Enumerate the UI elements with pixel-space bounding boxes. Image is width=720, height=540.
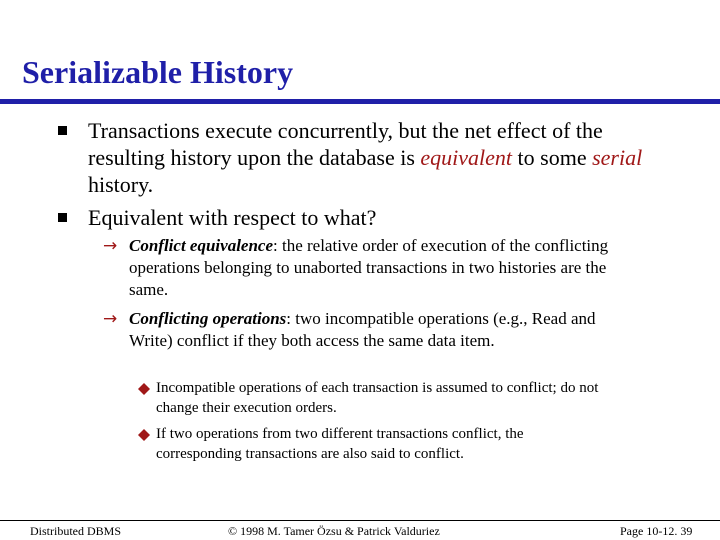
- footer-divider: [0, 520, 720, 521]
- sub-bullet-text-2: [129, 308, 629, 352]
- footer-page-number: Page 10-12. 39: [620, 524, 693, 538]
- bullet-text-2: Equivalent with respect to what?: [88, 205, 377, 230]
- square-bullet-icon: [58, 213, 67, 222]
- bullet-text-part: Transactions execute concurrently, but the net effect of the resulting history upon the database is: [88, 118, 603, 170]
- emphasis-serial: serial: [592, 145, 643, 170]
- sub-bullet-body: : two incompatible operations (e.g., Read and Write) conflict if they both access the same data item.: [129, 309, 596, 350]
- sub-sub-bullet-text-1: Incompatible operations of each transaction is assumed to conflict; do not change their execution orders.: [156, 380, 599, 416]
- bullet-text-part: history.: [88, 172, 154, 197]
- footer-copyright: © 1998 M. Tamer Özsu & Patrick Valduriez: [228, 524, 440, 538]
- sub-bullet-body: : the relative order of execution of the conflicting operations belonging to unaborted transactions in two histories are the same.: [129, 236, 609, 299]
- sub-bullet-text-1: [129, 235, 629, 301]
- footer-course: Distributed DBMS: [30, 524, 122, 538]
- bullet-text-part: to some: [512, 145, 593, 170]
- slide-title: Serializable History: [22, 54, 294, 90]
- square-bullet-icon: [58, 126, 67, 135]
- emphasis-equivalent: equivalent: [420, 145, 513, 170]
- bullet-text-1: [88, 117, 648, 198]
- arrow-bullet-icon: →: [103, 309, 118, 329]
- arrow-bullet-icon: →: [103, 236, 118, 256]
- title-divider: [0, 99, 720, 104]
- sub-sub-bullet-text-2: If two operations from two different transactions conflict, the corresponding transactions are also said to conflict.: [156, 426, 524, 462]
- term-conflicting-operations: Conflicting operations: [129, 309, 287, 328]
- term-conflict-equivalence: Conflict equivalence: [129, 236, 274, 255]
